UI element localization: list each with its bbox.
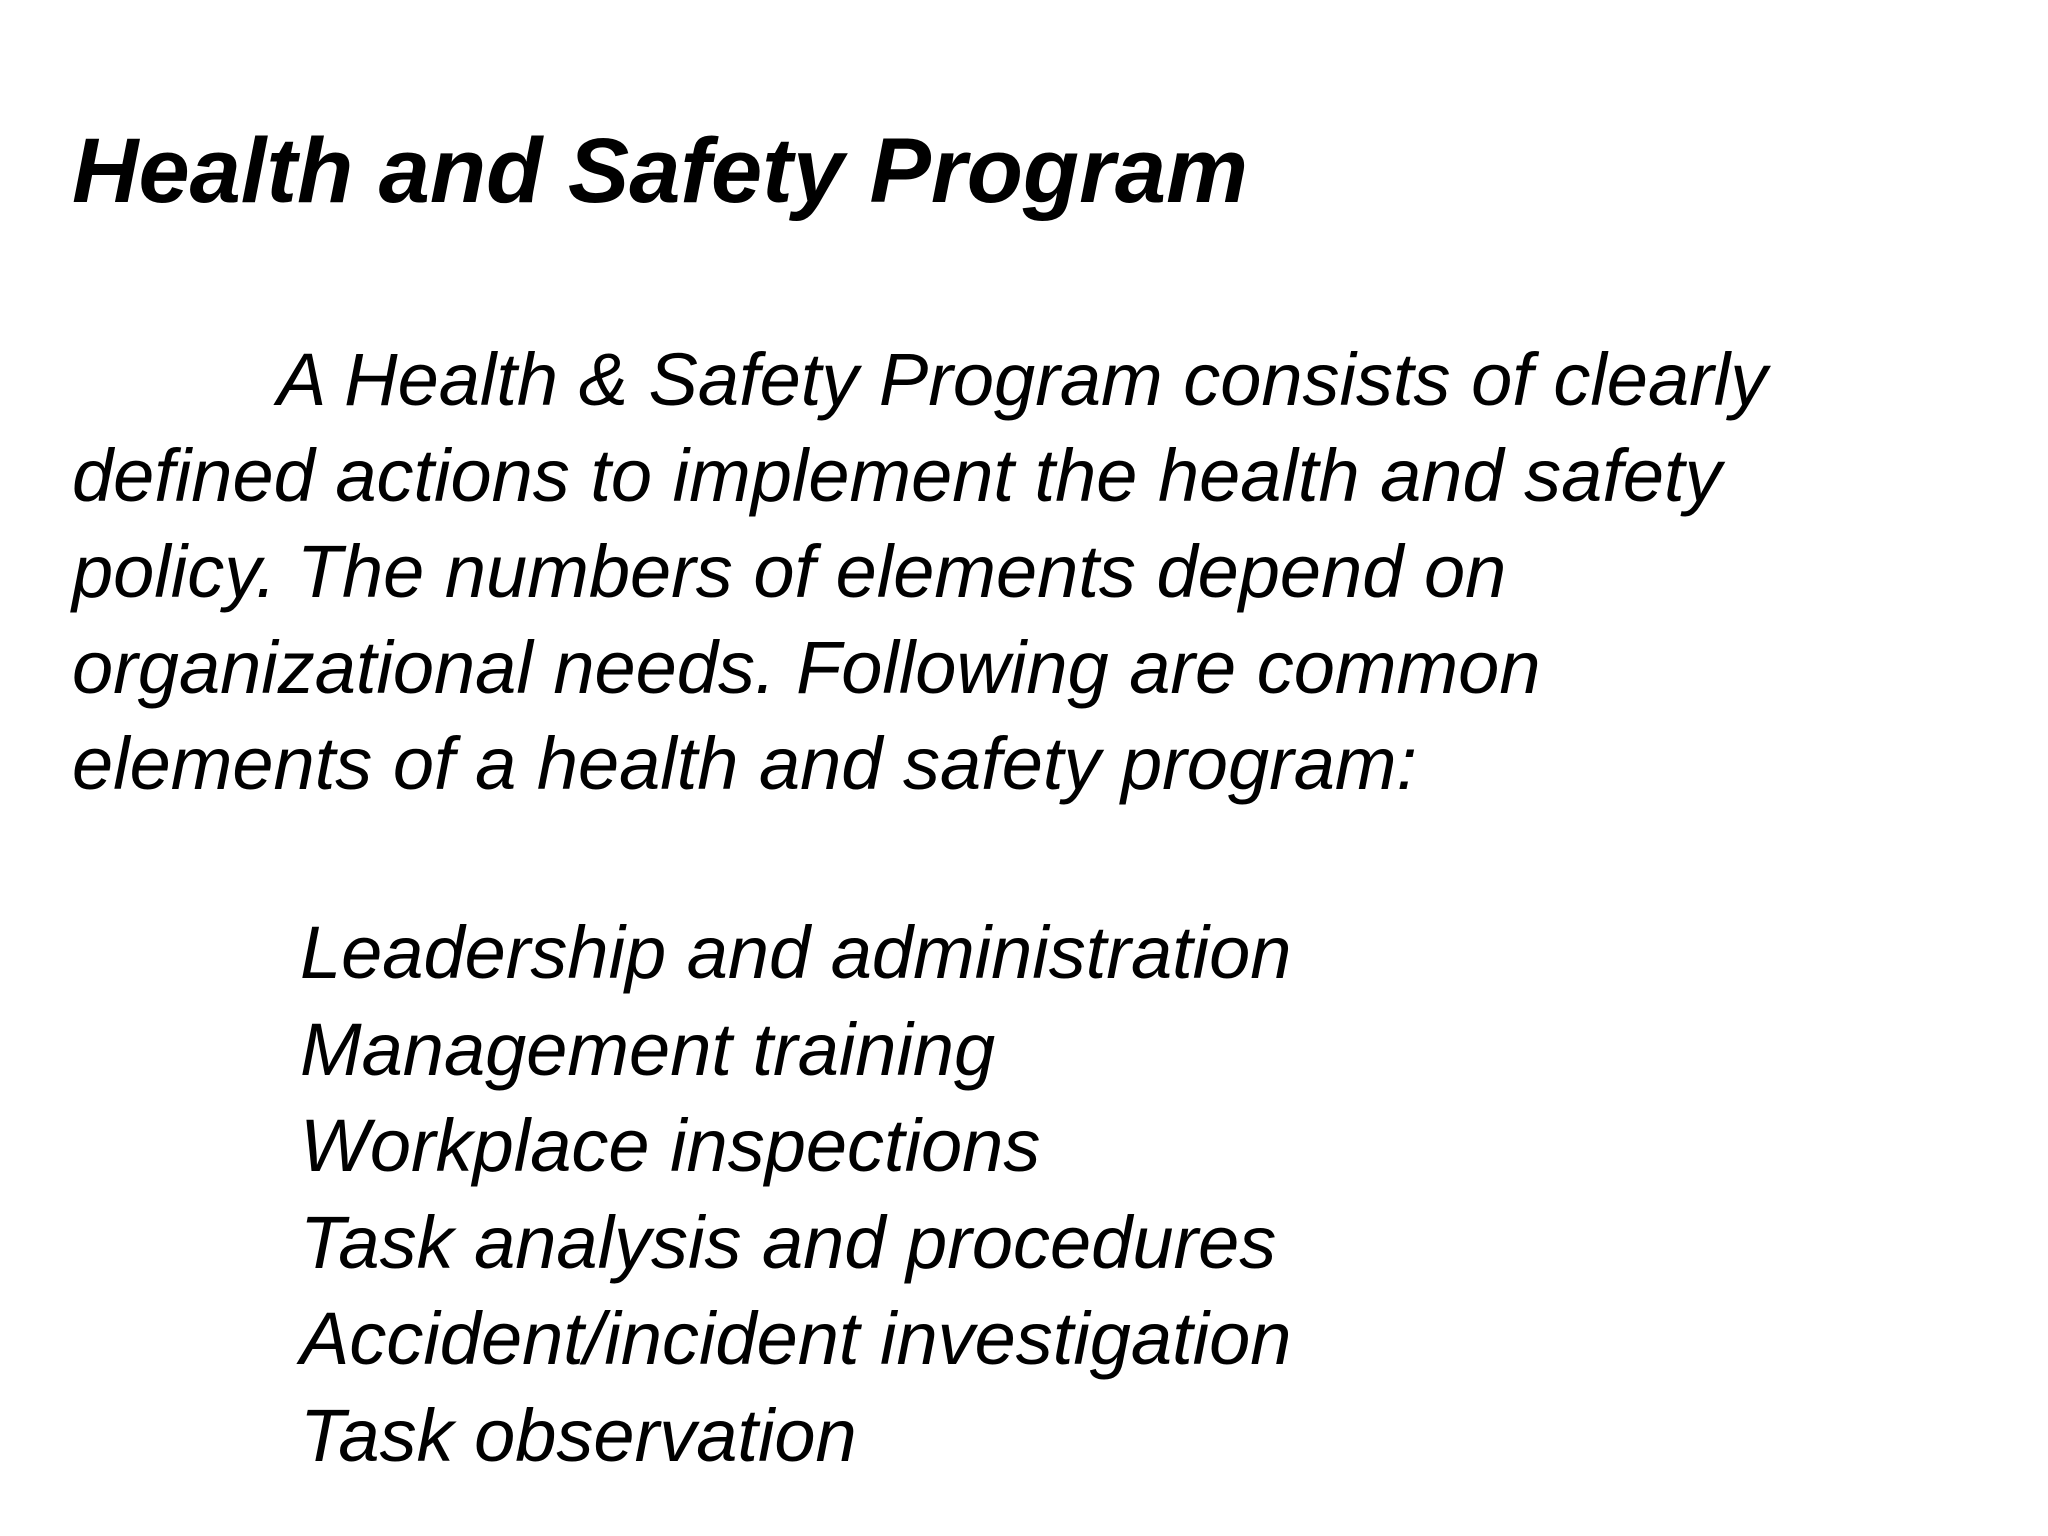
list-item: Management training [300,1007,996,1091]
paragraph-line: elements of a health and safety program: [72,722,1418,805]
paragraph-line: A Health & Safety Program consists of clearly [277,338,1768,421]
list-item: Workplace inspections [300,1104,1041,1187]
program-elements-list [300,905,1291,1484]
list-item: Task observation [300,1393,857,1477]
slide-title: Health and Safety Program [72,120,1248,222]
list-item: Leadership and administration [300,911,1292,994]
paragraph-line: organizational needs. Following are common [72,626,1541,709]
paragraph-line: defined actions to implement the health and safety [72,434,1722,517]
list-item: Task analysis and procedures [300,1200,1277,1284]
intro-paragraph [72,332,1972,812]
paragraph-line: policy. The numbers of elements depend on [72,530,1507,613]
list-item: Accident/incident investigation [300,1297,1292,1380]
